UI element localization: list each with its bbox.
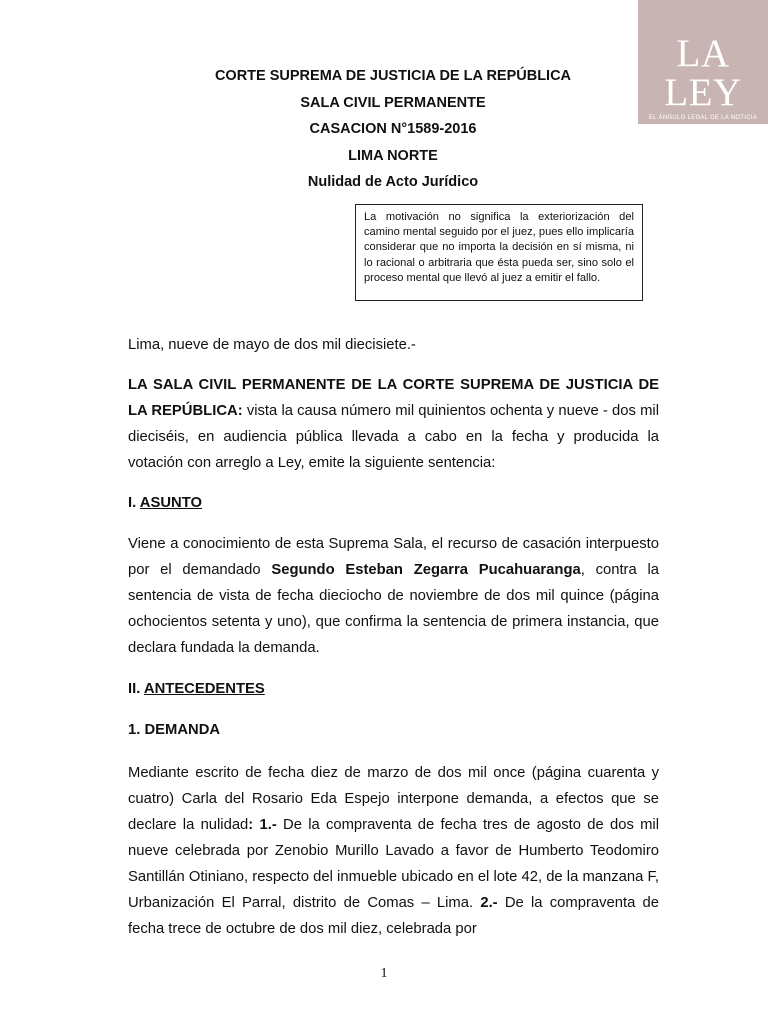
asunto-text-a: Viene a conocimiento de esta Suprema Sala, el recurso de casación interpuesto por el demandado [128,536,659,578]
matter: Nulidad de Acto Jurídico [307,174,479,190]
case-number: CASACION N°1589-2016 [309,121,477,137]
chamber-name: SALA CIVIL PERMANENTE [300,94,486,111]
demanda-text-b: De la compraventa de fecha tres de agosto de dos mil nueve celebrada por Zenobio Murillo Lavado a favor de Humberto Teodomiro Santillán Otiniano, respecto del inmueble ubicado en el lote 42, de la manzana F, Urbanización El Parral, distrito de Comas – Lima. [128,817,660,911]
intro-text: vista la causa número mil quinientos ochenta y nueve - dos mil dieciséis, en audiencia pública llevada a cabo en la fecha y producida la votación con arreglo a Ley, emite la siguiente sentencia: [128,403,659,471]
motivation-quote-box: La motivación no significa la exteriorización del camino mental seguido por el juez, pues ello implicaría considerar que no importa la decisión en sí misma, ni lo racional o arbitraria que ésta pueda ser, sino solo el proceso mental que llevó al juez a emitir el fallo. [355,204,643,301]
logo-url: www.laley.pe [688,139,746,150]
logo-tagline: EL ÁNGULO LEGAL DE LA NOTICIA [648,115,758,121]
district: LIMA NORTE [348,147,438,164]
intro-paragraph [128,372,659,476]
demanda-bold-1: : 1.- [248,817,277,833]
section-heading-antecedentes [128,676,265,702]
demanda-text-c: De la compraventa de fecha trece de octubre de dos mil diez, celebrada por [128,895,660,937]
demanda-text-a: Mediante escrito de fecha diez de marzo de dos mil once (página cuarenta y cuatro) Carla del Rosario Eda Espejo interpone demanda, a efectos que se declare la nulidad [128,765,659,833]
subsection-heading-demanda: 1. DEMANDA [128,722,221,738]
intro-bold: LA SALA CIVIL PERMANENTE DE LA CORTE SUPREMA DE JUSTICIA DE LA REPÚBLICA: [128,377,659,419]
section-heading-asunto [128,490,202,516]
section-title: ANTECEDENTES [143,681,265,697]
asunto-paragraph [128,531,659,661]
logo-brand: LA LEY [664,32,742,114]
date-line: Lima, nueve de mayo de dos mil diecisiete.- [128,337,416,353]
section-number: I. [128,495,140,511]
section-number: II. [128,681,144,697]
demanda-paragraph [128,760,659,942]
defendant-name: Segundo Esteban Zegarra Pucahuaranga [271,562,581,578]
page-number: 1 [380,966,388,981]
demanda-bold-2: 2.- [480,895,498,911]
section-title: ASUNTO [139,495,203,511]
document-header [128,67,658,200]
asunto-text-b: , contra la sentencia de vista de fecha dieciocho de noviembre de dos mil quince (página ochocientos setenta y uno), que confirma la sentencia de primera instancia, que declara fundada la demanda. [128,562,659,656]
court-name: CORTE SUPREMA DE JUSTICIA DE LA REPÚBLICA [214,68,572,84]
